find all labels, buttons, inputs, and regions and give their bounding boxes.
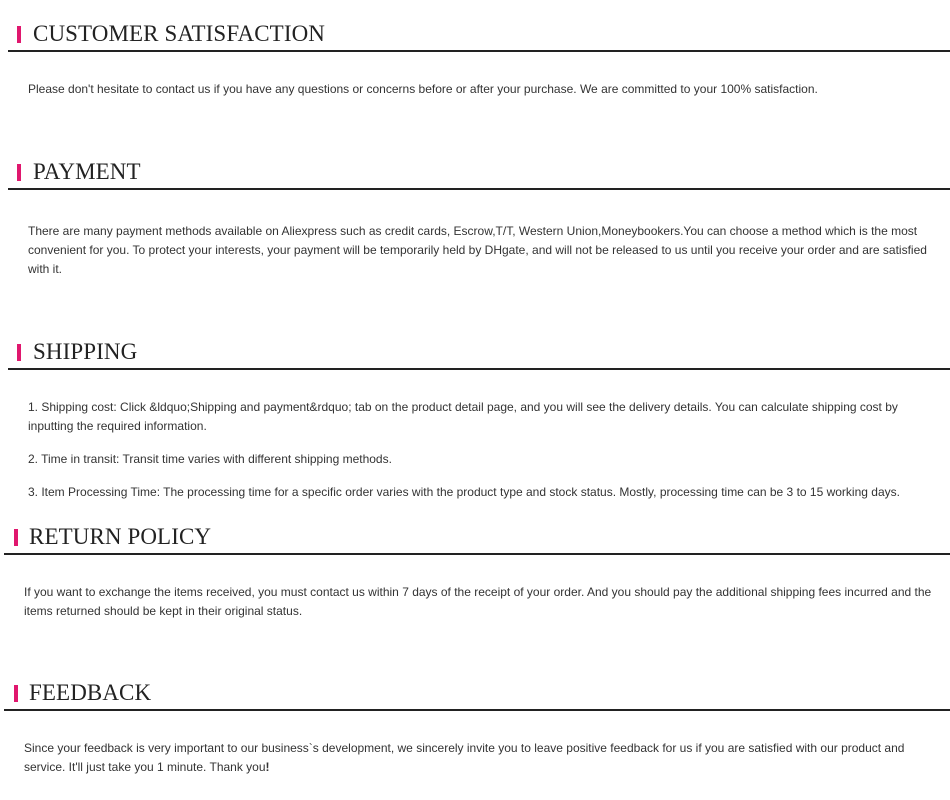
paragraph: There are many payment methods available on Aliexpress such as credit cards, Escrow,T/T, Western Union,Moneybookers.You can choose a method which is the most convenient for you. To protect your interests, your payment will be temporarily held by DHgate, and will not be released to us until you receive your order and are satisfied with it. xyxy=(28,224,927,276)
accent-bar xyxy=(17,26,21,43)
section-header xyxy=(4,677,950,711)
section-title: RETURN POLICY xyxy=(29,524,212,549)
paragraph-processing-time: 3. Item Processing Time: The processing time for a specific order varies with the product type and stock status. Mostly, processing time can be 3 to 15 working days. xyxy=(28,485,900,499)
section-body xyxy=(28,398,928,516)
section-header xyxy=(8,336,950,370)
section-body xyxy=(24,583,934,621)
accent-bar xyxy=(17,344,21,361)
section-title: FEEDBACK xyxy=(29,680,152,705)
section-title: PAYMENT xyxy=(33,159,141,184)
accent-bar xyxy=(14,685,18,702)
paragraph: Please don't hesitate to contact us if you have any questions or concerns before or after your purchase. We are committed to your 100% satisfaction. xyxy=(28,82,818,96)
section-body xyxy=(28,222,943,279)
accent-bar xyxy=(14,529,18,546)
section-header xyxy=(8,156,950,190)
accent-bar xyxy=(17,164,21,181)
paragraph-time-in-transit: 2. Time in transit: Transit time varies with different shipping methods. xyxy=(28,452,392,466)
paragraph: If you want to exchange the items received, you must contact us within 7 days of the receipt of your order. And you should pay the additional shipping fees incurred and the items returned should be kept in their original status. xyxy=(24,585,932,618)
section-header xyxy=(8,18,950,52)
section-title: SHIPPING xyxy=(33,339,138,364)
section-body xyxy=(24,739,929,777)
paragraph xyxy=(24,739,929,777)
exclamation-mark: ! xyxy=(265,760,270,774)
paragraph-shipping-cost: 1. Shipping cost: Click &ldquo;Shipping and payment&rdquo; tab on the product detail page, and you will see the delivery details. You can calculate shipping cost by inputting the required information. xyxy=(28,400,898,433)
section-title: CUSTOMER SATISFACTION xyxy=(33,21,325,46)
feedback-text: Since your feedback is very important to our business`s development, we sincerely invite you to leave positive feedback for us if you are satisfied with our product and service. It'll just take you 1 minute. Thank you xyxy=(24,741,905,774)
section-body xyxy=(28,80,938,99)
section-header xyxy=(4,521,950,555)
